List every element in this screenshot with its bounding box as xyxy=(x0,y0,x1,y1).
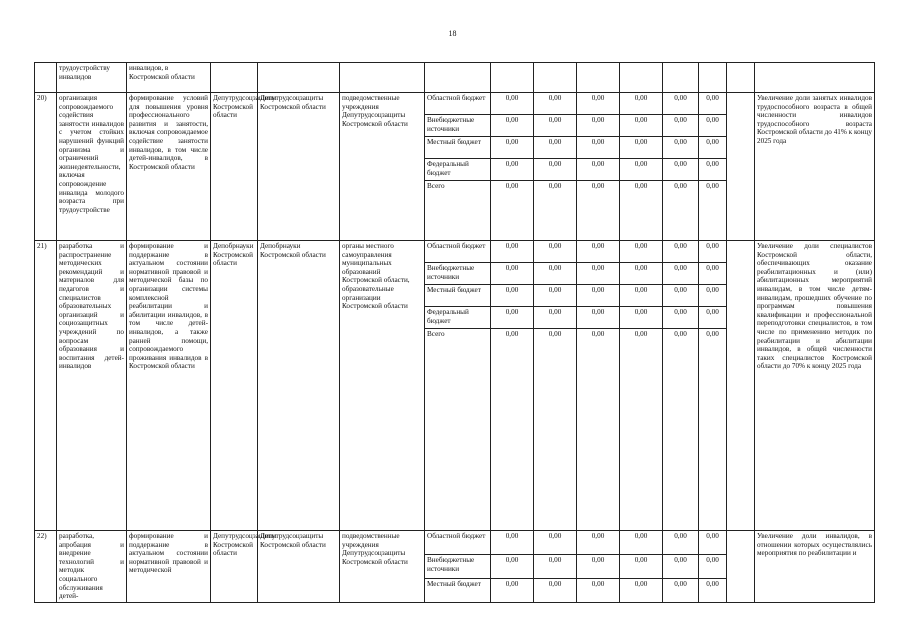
funding-source-cell: Внебюджетные источники xyxy=(425,115,491,137)
funding-value-cell: 0,00 xyxy=(534,578,577,602)
funding-value-cell: 0,00 xyxy=(577,554,620,578)
funding-value-cell: 0,00 xyxy=(663,263,699,285)
funding-value-cell: 0,00 xyxy=(577,115,620,137)
funding-value-cell: 0,00 xyxy=(491,329,534,531)
funding-value-cell: 0,00 xyxy=(699,285,727,307)
funding-value-cell: 0,00 xyxy=(491,554,534,578)
funding-value-cell: 0,00 xyxy=(699,578,727,602)
funding-source-cell: Федеральный бюджет xyxy=(425,159,491,181)
funding-value-cell: 0,00 xyxy=(491,307,534,329)
page-number: 18 xyxy=(448,29,457,38)
funding-value-cell: 0,00 xyxy=(577,263,620,285)
funding-value-cell: 0,00 xyxy=(534,554,577,578)
funding-value-cell: 0,00 xyxy=(491,285,534,307)
funding-value-cell: 0,00 xyxy=(699,115,727,137)
continuation-row xyxy=(35,63,875,93)
funding-value-cell: 0,00 xyxy=(620,159,663,181)
funding-value-cell: 0,00 xyxy=(663,329,699,531)
funding-value-cell: 0,00 xyxy=(699,263,727,285)
funding-source-cell: Местный бюджет xyxy=(425,578,491,602)
funding-value-cell: 0,00 xyxy=(491,578,534,602)
activity-cell: организация сопровождаемого содействия занятости инвалидов с учетом стойких нарушений функций организма и ограничений жизнедеятельности, включая сопровождение инвалида молодого возраста при трудоустройстве xyxy=(57,93,127,241)
funding-source-cell: Всего xyxy=(425,181,491,241)
funding-value-cell: 0,00 xyxy=(663,531,699,555)
activity-cell: разработка и распространение методических рекомендаций и материалов для педагогов и специалистов образовательных организаций и социозащитных учреждений по вопросам образования и воспитания детей-инвалидов xyxy=(57,241,127,531)
funding-value-cell: 0,00 xyxy=(699,329,727,531)
expected-result-cell: Увеличение доли специалистов Костромской области, обеспечивающих оказание реабилитационных и (или) абилитационных мероприятий инвалидам, в том числе детям-инвалидам, прошедших обучение по программам повышения квалификации и профессиональной переподготовки специалистов, в том числе по применению методик по реабилитации и абилитации инвалидов, в общей численности таких специалистов Костромской области до 70% к концу 2025 года xyxy=(755,241,875,531)
funding-source-cell: Местный бюджет xyxy=(425,285,491,307)
funding-value-cell: 0,00 xyxy=(663,285,699,307)
funding-value-cell: 0,00 xyxy=(534,285,577,307)
funding-source-cell: Областной бюджет xyxy=(425,531,491,555)
funding-value-cell: 0,00 xyxy=(620,285,663,307)
funding-value-cell: 0,00 xyxy=(663,137,699,159)
funding-value-cell: 0,00 xyxy=(663,241,699,263)
funding-value-cell: 0,00 xyxy=(491,115,534,137)
funding-value-cell: 0,00 xyxy=(620,554,663,578)
funding-source-cell: Федеральный бюджет xyxy=(425,307,491,329)
funding-value-cell: 0,00 xyxy=(663,159,699,181)
funding-value-cell: 0,00 xyxy=(699,554,727,578)
funding-value-cell: 0,00 xyxy=(699,137,727,159)
funding-value-cell: 0,00 xyxy=(491,181,534,241)
funding-value-cell: 0,00 xyxy=(491,93,534,115)
funding-value-cell: 0,00 xyxy=(663,181,699,241)
table-row xyxy=(35,531,875,555)
funding-value-cell: 0,00 xyxy=(699,181,727,241)
participants-cell: подведомственные учреждения Депутрудсоцзащиты Костромской области xyxy=(340,531,425,603)
funding-source-cell: Местный бюджет xyxy=(425,137,491,159)
funding-value-cell: 0,00 xyxy=(534,241,577,263)
funding-value-cell: 0,00 xyxy=(663,554,699,578)
funding-value-cell: 0,00 xyxy=(699,307,727,329)
funding-value-cell: 0,00 xyxy=(534,329,577,531)
responsible-cell: Депутрудсоцзащиты Костромской области xyxy=(211,93,258,241)
funding-value-cell: 0,00 xyxy=(577,137,620,159)
funding-source-cell: Областной бюджет xyxy=(425,241,491,263)
activity-cell: трудоустройству инвалидов xyxy=(57,63,127,93)
program-table xyxy=(34,62,875,603)
coexecutor-cell: Депобрнауки Костромской области xyxy=(258,241,340,531)
funding-source-cell: Всего xyxy=(425,329,491,531)
funding-value-cell: 0,00 xyxy=(620,137,663,159)
funding-value-cell: 0,00 xyxy=(699,93,727,115)
funding-value-cell: 0,00 xyxy=(534,137,577,159)
funding-value-cell: 0,00 xyxy=(699,159,727,181)
table-row xyxy=(35,241,875,263)
funding-value-cell: 0,00 xyxy=(577,159,620,181)
responsible-cell: Депутрудсоцзащиты Костромской области xyxy=(211,531,258,603)
empty-cell xyxy=(727,93,755,241)
funding-source-cell: Внебюджетные источники xyxy=(425,263,491,285)
funding-value-cell: 0,00 xyxy=(577,531,620,555)
coexecutor-cell: Депутрудсоцзащиты Костромской области xyxy=(258,531,340,603)
row-number-cell: 22) xyxy=(35,531,57,603)
expected-result-cell: Увеличение доли инвалидов, в отношении которых осуществлялись мероприятия по реабилитации и xyxy=(755,531,875,603)
funding-value-cell: 0,00 xyxy=(491,241,534,263)
row-number-cell: 20) xyxy=(35,93,57,241)
funding-value-cell: 0,00 xyxy=(534,181,577,241)
funding-value-cell: 0,00 xyxy=(577,181,620,241)
task-cell: формирование и поддержание в актуальном состоянии нормативной правовой и методической xyxy=(127,531,211,603)
funding-value-cell: 0,00 xyxy=(577,241,620,263)
participants-cell: подведомственные учреждения Депутрудсоцзащиты Костромской области xyxy=(340,93,425,241)
funding-value-cell: 0,00 xyxy=(663,93,699,115)
funding-source-cell: Областной бюджет xyxy=(425,93,491,115)
funding-source-cell: Внебюджетные источники xyxy=(425,554,491,578)
funding-value-cell: 0,00 xyxy=(620,241,663,263)
funding-value-cell: 0,00 xyxy=(620,531,663,555)
funding-value-cell: 0,00 xyxy=(534,307,577,329)
funding-value-cell: 0,00 xyxy=(577,285,620,307)
funding-value-cell: 0,00 xyxy=(620,329,663,531)
responsible-cell: Депобрнауки Костромской области xyxy=(211,241,258,531)
funding-value-cell: 0,00 xyxy=(491,159,534,181)
funding-value-cell: 0,00 xyxy=(577,329,620,531)
funding-value-cell: 0,00 xyxy=(534,115,577,137)
funding-value-cell: 0,00 xyxy=(620,263,663,285)
funding-value-cell: 0,00 xyxy=(663,578,699,602)
row-number-cell xyxy=(35,63,57,93)
table-row xyxy=(35,93,875,115)
funding-value-cell: 0,00 xyxy=(577,578,620,602)
funding-value-cell: 0,00 xyxy=(577,93,620,115)
funding-value-cell: 0,00 xyxy=(620,578,663,602)
row-number-cell: 21) xyxy=(35,241,57,531)
task-cell: формирование условий для повышения уровня профессионального развития и занятости, включая сопровождаемое содействие занятости инвалидов, в том числе детей-инвалидов, в Костромской области xyxy=(127,93,211,241)
funding-value-cell: 0,00 xyxy=(534,93,577,115)
funding-value-cell: 0,00 xyxy=(491,531,534,555)
funding-value-cell: 0,00 xyxy=(534,159,577,181)
funding-value-cell: 0,00 xyxy=(620,307,663,329)
funding-value-cell: 0,00 xyxy=(699,531,727,555)
funding-value-cell: 0,00 xyxy=(491,137,534,159)
funding-value-cell: 0,00 xyxy=(620,181,663,241)
activity-cell: разработка, апробация и внедрение технологий и методик социального обслуживания детей- xyxy=(57,531,127,603)
funding-value-cell: 0,00 xyxy=(620,115,663,137)
funding-value-cell: 0,00 xyxy=(491,263,534,285)
funding-value-cell: 0,00 xyxy=(534,531,577,555)
coexecutor-cell: Депутрудсоцзащиты Костромской области xyxy=(258,93,340,241)
task-cell: формирование и поддержание в актуальном состоянии нормативной правовой и методической базы по организации системы комплексной реабилитации и абилитации инвалидов, в том числе детей-инвалидов, а также ранней помощи, сопровождаемого проживания инвалидов в Костромской области xyxy=(127,241,211,531)
funding-value-cell: 0,00 xyxy=(663,115,699,137)
expected-result-cell: Увеличение доли занятых инвалидов трудоспособного возраста в общей численности инвалидов трудоспособного возраста Костромской области до 41% к концу 2025 года xyxy=(755,93,875,241)
table-body xyxy=(35,63,875,603)
funding-value-cell: 0,00 xyxy=(620,93,663,115)
funding-value-cell: 0,00 xyxy=(699,241,727,263)
funding-value-cell: 0,00 xyxy=(577,307,620,329)
funding-value-cell: 0,00 xyxy=(663,307,699,329)
funding-value-cell: 0,00 xyxy=(534,263,577,285)
empty-cell xyxy=(727,241,755,531)
participants-cell: органы местного самоуправления муниципальных образований Костромской области, образовательные организации Костромской области xyxy=(340,241,425,531)
task-cell: инвалидов, в Костромской области xyxy=(127,63,211,93)
empty-cell xyxy=(727,531,755,603)
